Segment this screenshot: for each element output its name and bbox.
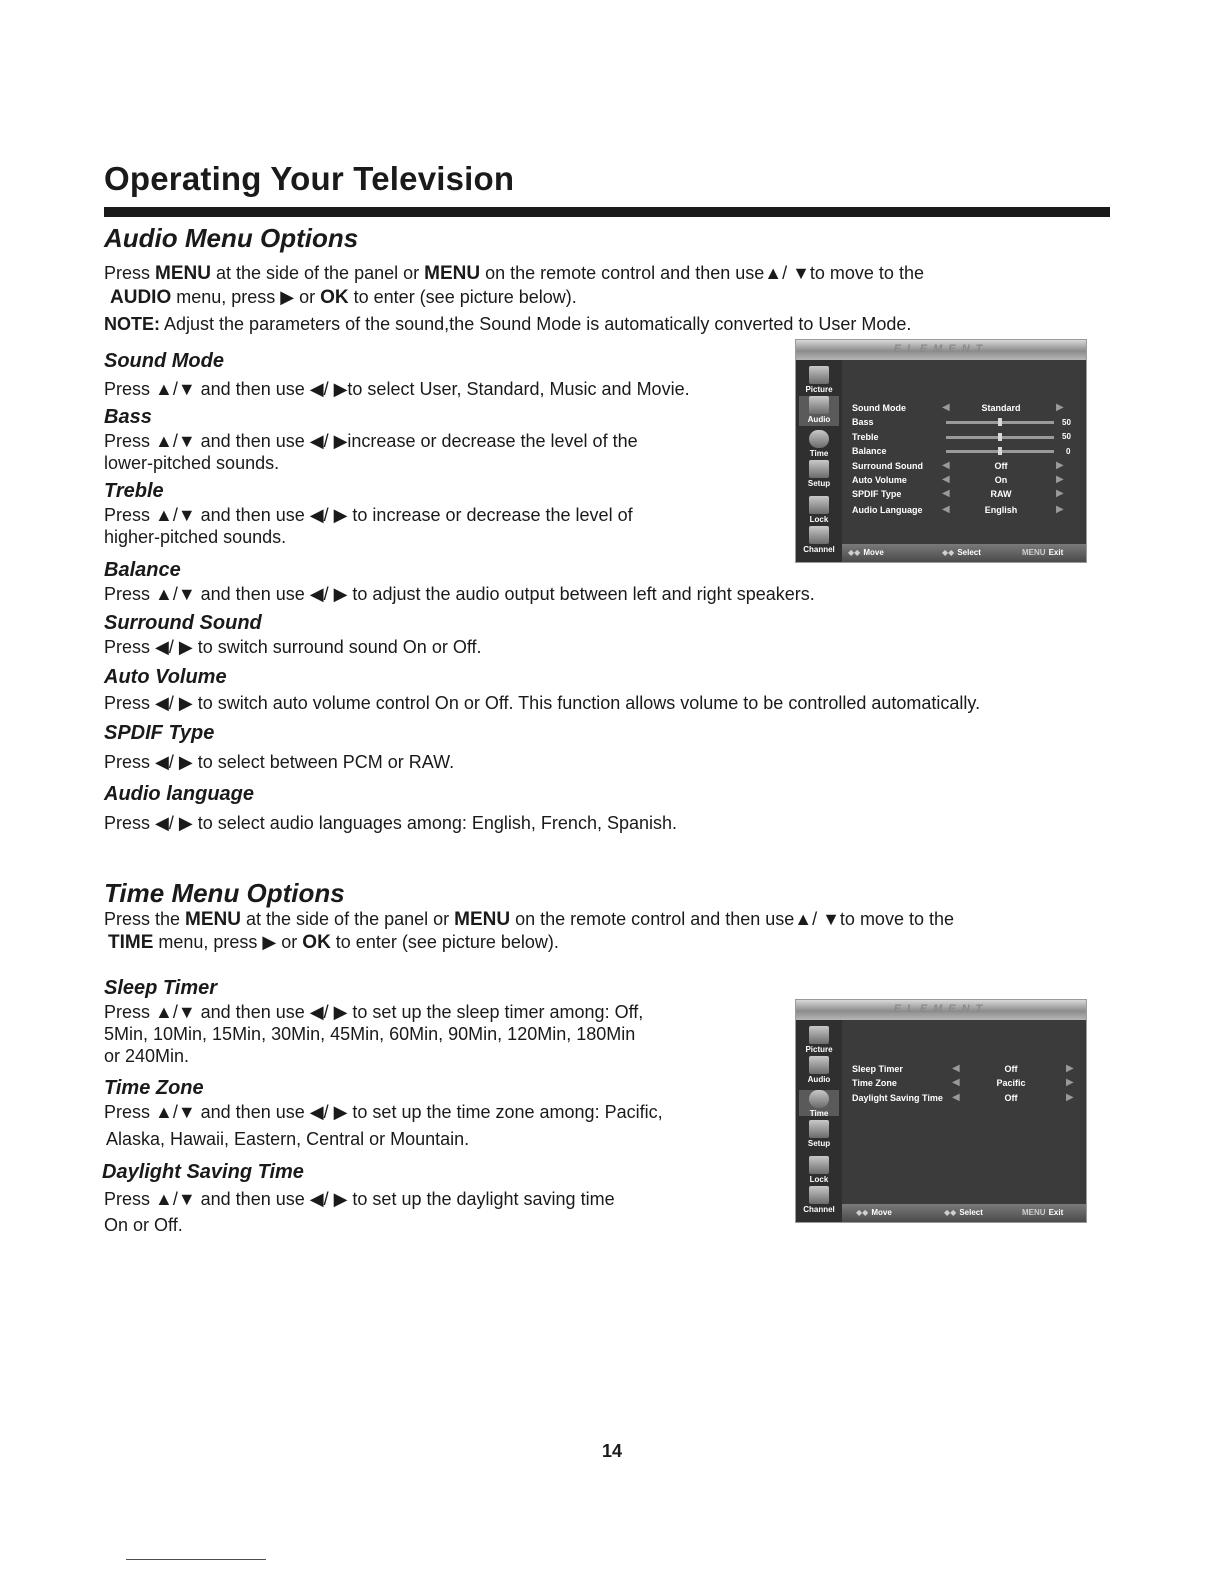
- tab-label: Time: [809, 1109, 829, 1118]
- time-zone-text-1: Press ▲/▼ and then use ◀/ ▶ to set up the time zone among: Pacific,: [104, 1102, 663, 1122]
- spdif-title: SPDIF Type: [104, 722, 215, 744]
- osd-tab-setup: [799, 1120, 839, 1146]
- arrow-left-icon: ◀: [952, 1077, 960, 1088]
- osd-tab-picture: [799, 1026, 839, 1052]
- osd-tab-channel: [799, 1186, 839, 1212]
- sound-mode-text: Press ▲/▼ and then use ◀/ ▶to select User, Standard, Music and Movie.: [104, 379, 690, 399]
- daylight-saving-text-1: Press ▲/▼ and then use ◀/ ▶ to set up the daylight saving time: [104, 1189, 615, 1209]
- nav-arrows-icon: ◆◆: [848, 548, 861, 557]
- arrow-left-icon: ◀: [942, 504, 950, 515]
- time-keyword: TIME: [108, 932, 154, 953]
- osd-tab-channel: [799, 526, 839, 552]
- osd-tab-lock: [799, 496, 839, 522]
- osd-tab-time: [799, 1090, 839, 1116]
- arrow-right-icon: ▶: [1066, 1092, 1074, 1103]
- brand-logo-text: ELEMENT: [893, 1003, 989, 1015]
- sleep-timer-text-3: or 240Min.: [104, 1046, 190, 1066]
- arrow-right-icon: ▶: [1056, 504, 1064, 515]
- arrow-left-icon: ◀: [952, 1092, 960, 1103]
- balance-slider: [946, 450, 1054, 453]
- osd-label-balance: Balance: [852, 446, 887, 456]
- text: at the side of the panel or: [210, 263, 425, 283]
- footer-exit-label: Exit: [1048, 548, 1064, 557]
- osd-value-bass: 50: [1062, 418, 1071, 427]
- audio-intro-line1: [104, 262, 924, 285]
- auto-volume-title: Auto Volume: [104, 666, 227, 688]
- osd-tab-time: [799, 430, 839, 456]
- osd-value-audio-language: English: [984, 505, 1018, 515]
- footer-select: [942, 548, 981, 557]
- tab-label: Channel: [803, 545, 835, 554]
- note-text: Adjust the parameters of the sound,the Sound Mode is automatically converted to User Mode.: [160, 314, 912, 334]
- clock-icon: [809, 1090, 829, 1108]
- arrow-left-icon: ◀: [942, 402, 950, 413]
- osd-banner: [796, 1000, 1086, 1020]
- bass-title: Bass: [104, 406, 152, 428]
- tab-label: Time: [809, 449, 829, 458]
- osd-value-time-zone: Pacific: [996, 1078, 1026, 1088]
- balance-text: Press ▲/▼ and then use ◀/ ▶ to adjust the audio output between left and right speakers.: [104, 584, 815, 604]
- osd-label-sound-mode: Sound Mode: [852, 403, 906, 413]
- sleep-timer-text-2: 5Min, 10Min, 15Min, 30Min, 45Min, 60Min, 90Min, 120Min, 180Min: [104, 1024, 636, 1044]
- tab-label: Setup: [807, 479, 831, 488]
- tab-label: Channel: [803, 1205, 835, 1214]
- setup-icon: [809, 1120, 829, 1138]
- osd-value-sleep-timer: Off: [1004, 1064, 1018, 1074]
- surround-title: Surround Sound: [104, 612, 262, 634]
- daylight-saving-text-2: On or Off.: [104, 1215, 183, 1235]
- clock-icon: [809, 430, 829, 448]
- surround-text: Press ◀/ ▶ to switch surround sound On or Off.: [104, 637, 482, 657]
- arrow-right-icon: ▶: [1066, 1077, 1074, 1088]
- picture-icon: [809, 1026, 829, 1044]
- time-intro-line2: [108, 931, 559, 954]
- osd-label-time-zone: Time Zone: [852, 1078, 897, 1088]
- tab-label: Picture: [805, 1045, 833, 1054]
- audio-icon: [809, 1056, 829, 1074]
- osd-label-daylight-saving: Daylight Saving Time: [852, 1093, 943, 1103]
- osd-value-treble: 50: [1062, 432, 1071, 441]
- osd-tab-audio: [799, 1056, 839, 1086]
- text: on the remote control and then use▲/ ▼to move to the: [480, 263, 924, 283]
- osd-label-spdif: SPDIF Type: [852, 489, 902, 499]
- sleep-timer-title: Sleep Timer: [104, 977, 218, 999]
- osd-tab-picture: [799, 366, 839, 392]
- menu-keyword: MENU: [424, 263, 481, 284]
- audio-heading: Audio Menu Options: [104, 223, 359, 253]
- channel-icon: [809, 526, 829, 544]
- osd-tab-setup: [799, 460, 839, 486]
- footer-select: [944, 1208, 983, 1217]
- text: to enter (see picture below).: [348, 287, 577, 307]
- lock-icon: [809, 496, 829, 514]
- footer-select-label: Select: [959, 1208, 983, 1217]
- footer-move: [856, 1208, 892, 1217]
- arrow-left-icon: ◀: [942, 488, 950, 499]
- setup-icon: [809, 460, 829, 478]
- osd-label-bass: Bass: [852, 417, 874, 427]
- menu-key-icon: MENU: [1022, 1208, 1046, 1217]
- nav-arrows-icon: ◆◆: [944, 1208, 957, 1217]
- osd-value-daylight-saving: Off: [1004, 1093, 1018, 1103]
- treble-text-2: higher-pitched sounds.: [104, 527, 287, 547]
- osd-tab-lock: [799, 1156, 839, 1182]
- tab-label: Audio: [807, 1075, 831, 1084]
- slider-knob: [998, 447, 1002, 455]
- osd-label-treble: Treble: [852, 432, 879, 442]
- osd-label-auto-volume: Auto Volume: [852, 475, 907, 485]
- osd-label-audio-language: Audio Language: [852, 505, 923, 515]
- arrow-right-icon: ▶: [1056, 488, 1064, 499]
- ok-keyword: OK: [320, 287, 349, 308]
- audio-keyword: AUDIO: [110, 287, 172, 308]
- bass-text-1: Press ▲/▼ and then use ◀/ ▶increase or decrease the level of the: [104, 431, 638, 451]
- time-osd-screenshot: [795, 999, 1087, 1223]
- menu-keyword: MENU: [185, 909, 241, 930]
- menu-keyword: MENU: [155, 263, 211, 284]
- audio-language-title: Audio language: [104, 783, 254, 805]
- arrow-right-icon: ▶: [1056, 460, 1064, 471]
- menu-keyword: MENU: [454, 909, 511, 930]
- text: menu, press ▶ or: [153, 932, 303, 952]
- osd-value-balance: 0: [1066, 447, 1071, 456]
- audio-language-text: Press ◀/ ▶ to select audio languages among: English, French, Spanish.: [104, 813, 678, 833]
- tab-label: Lock: [809, 515, 829, 524]
- text: Press the: [104, 909, 186, 929]
- footer-exit: [1022, 548, 1063, 557]
- osd-tab-audio: [799, 396, 839, 426]
- balance-title: Balance: [104, 559, 181, 581]
- slider-knob: [998, 418, 1002, 426]
- ok-keyword: OK: [302, 932, 331, 953]
- auto-volume-text: Press ◀/ ▶ to switch auto volume control On or Off. This function allows volume to be controlled automatically.: [104, 693, 981, 713]
- title-rule: [104, 207, 1110, 217]
- osd-sidebar: [796, 360, 842, 562]
- arrow-left-icon: ◀: [942, 460, 950, 471]
- osd-value-sound-mode: Standard: [981, 403, 1021, 413]
- note-label: NOTE:: [104, 314, 160, 334]
- osd-footer: [842, 544, 1086, 562]
- arrow-right-icon: ▶: [1056, 402, 1064, 413]
- arrow-left-icon: ◀: [952, 1063, 960, 1074]
- bass-slider: [946, 421, 1054, 424]
- time-intro-line1: [104, 908, 954, 931]
- nav-arrows-icon: ◆◆: [856, 1208, 869, 1217]
- footer-exit-label: Exit: [1048, 1208, 1064, 1217]
- menu-key-icon: MENU: [1022, 548, 1046, 557]
- tab-label: Setup: [807, 1139, 831, 1148]
- spdif-text: Press ◀/ ▶ to select between PCM or RAW.: [104, 752, 455, 772]
- osd-footer: [842, 1204, 1086, 1222]
- sleep-timer-text-1: Press ▲/▼ and then use ◀/ ▶ to set up the sleep timer among: Off,: [104, 1002, 644, 1022]
- bass-text-2: lower-pitched sounds.: [104, 453, 280, 473]
- text: to enter (see picture below).: [330, 932, 559, 952]
- tab-label: Picture: [805, 385, 833, 394]
- daylight-saving-title: Daylight Saving Time: [102, 1161, 304, 1183]
- picture-icon: [809, 366, 829, 384]
- audio-note: [104, 313, 911, 336]
- arrow-right-icon: ▶: [1056, 474, 1064, 485]
- treble-text-1: Press ▲/▼ and then use ◀/ ▶ to increase or decrease the level of: [104, 505, 633, 525]
- slider-knob: [998, 433, 1002, 441]
- treble-slider: [946, 436, 1054, 439]
- text: on the remote control and then use▲/ ▼to move to the: [510, 909, 954, 929]
- osd-sidebar: [796, 1020, 842, 1222]
- text: Press: [104, 263, 156, 283]
- footer-select-label: Select: [957, 548, 981, 557]
- treble-title: Treble: [104, 480, 164, 502]
- footer-line: [126, 1559, 266, 1560]
- tab-label: Lock: [809, 1175, 829, 1184]
- sound-mode-title: Sound Mode: [104, 350, 224, 372]
- brand-logo-text: ELEMENT: [893, 343, 989, 355]
- time-heading: Time Menu Options: [104, 878, 345, 908]
- text: menu, press ▶ or: [171, 287, 321, 307]
- audio-icon: [809, 396, 829, 414]
- tab-label: Audio: [807, 415, 831, 424]
- osd-banner: [796, 340, 1086, 360]
- time-zone-title: Time Zone: [104, 1077, 204, 1099]
- text: at the side of the panel or: [241, 909, 455, 929]
- footer-move-label: Move: [871, 1208, 892, 1217]
- channel-icon: [809, 1186, 829, 1204]
- osd-value-auto-volume: On: [994, 475, 1008, 485]
- audio-osd-screenshot: [795, 339, 1087, 563]
- nav-arrows-icon: ◆◆: [942, 548, 955, 557]
- audio-intro-line2: [110, 286, 577, 309]
- footer-move-label: Move: [863, 548, 884, 557]
- arrow-left-icon: ◀: [942, 474, 950, 485]
- page-number: 14: [601, 1441, 623, 1461]
- osd-label-surround: Surround Sound: [852, 461, 923, 471]
- osd-label-sleep-timer: Sleep Timer: [852, 1064, 903, 1074]
- osd-value-surround: Off: [994, 461, 1008, 471]
- arrow-right-icon: ▶: [1066, 1063, 1074, 1074]
- time-zone-text-2: Alaska, Hawaii, Eastern, Central or Mountain.: [106, 1129, 470, 1149]
- page-title: Operating Your Television: [104, 160, 515, 197]
- osd-value-spdif: RAW: [990, 489, 1012, 499]
- lock-icon: [809, 1156, 829, 1174]
- footer-exit: [1022, 1208, 1063, 1217]
- footer-move: [848, 548, 884, 557]
